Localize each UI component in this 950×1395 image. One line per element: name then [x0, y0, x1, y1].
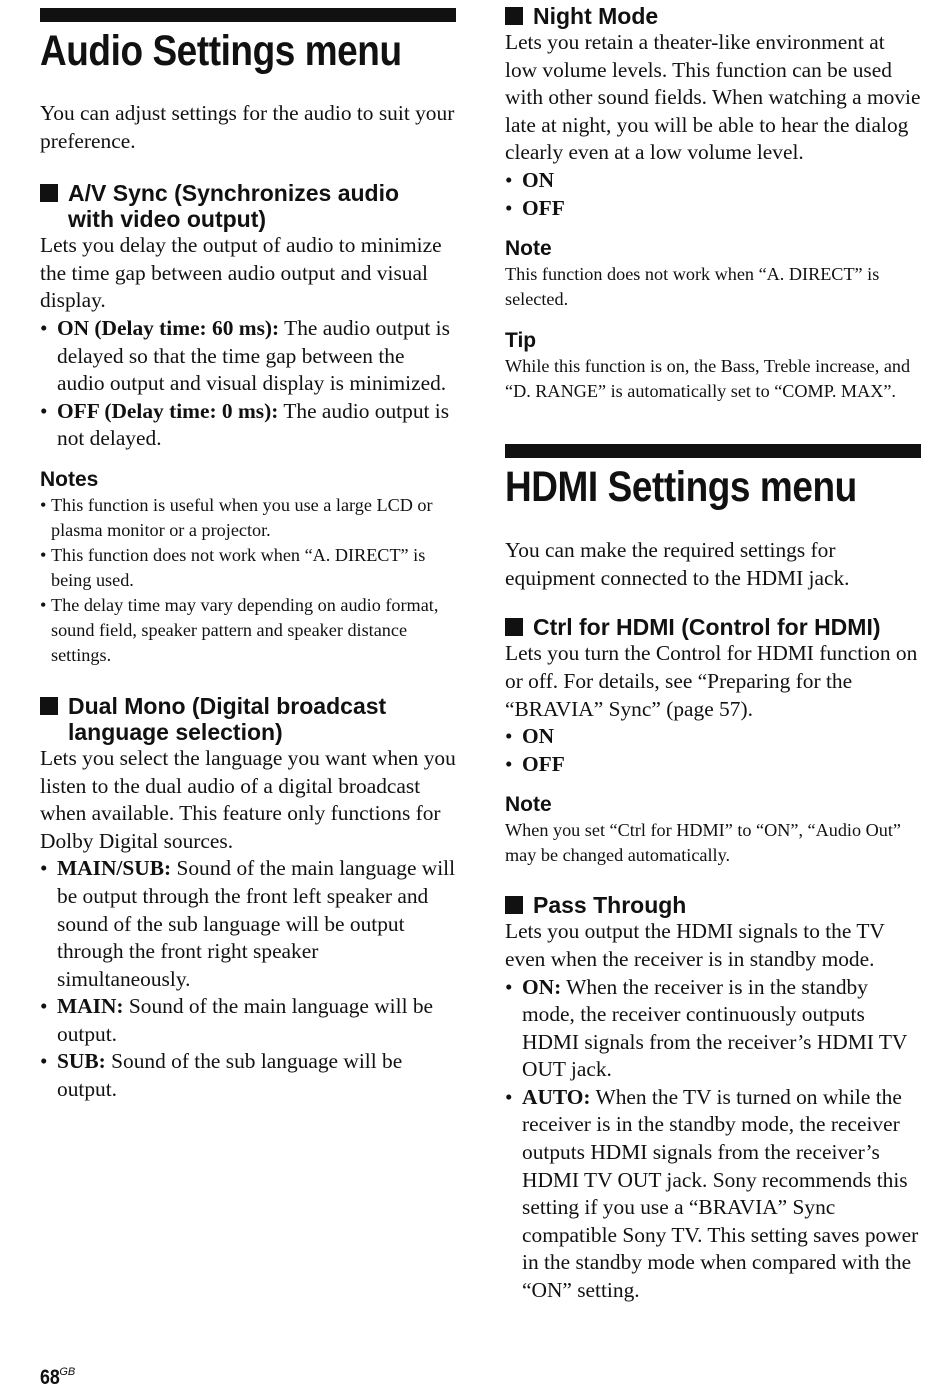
- square-bullet-icon: [40, 184, 58, 202]
- list-item: [505, 1084, 921, 1305]
- night-mode-description: Lets you retain a theater-like environment at low volume levels. This function can be used with other sound fields. When watching a movie late at night, you will be able to hear the dialog clearly even at a low volume level.: [505, 30, 921, 165]
- ctrl-hdmi-note-heading: Note: [505, 793, 552, 817]
- ctrl-hdmi-description: Lets you turn the Control for HDMI function on or off. For details, see “Preparing for the “BRAVIA” Sync” (page 57).: [505, 641, 918, 721]
- ctrl-hdmi-heading: Ctrl for HDMI (Control for HDMI): [505, 614, 921, 640]
- section-rule: [40, 8, 456, 22]
- list-item: • This function is useful when you use a large LCD or plasma monitor or a projector.: [40, 494, 433, 540]
- list-item: • OFF: [505, 195, 921, 223]
- pass-through-heading: Pass Through: [505, 892, 921, 918]
- pass-through-description: Lets you output the HDMI signals to the TV even when the receiver is in standby mode.: [505, 919, 885, 971]
- audio-settings-title: Audio Settings menu: [40, 27, 402, 75]
- option-term: ON (Delay time: 60 ms):: [57, 315, 280, 340]
- option-term: AUTO:: [522, 1084, 591, 1109]
- square-bullet-icon: [40, 697, 58, 715]
- option-text: When the receiver is in the standby mode, the receiver continuously outputs HDMI signals from the receiver’s HDMI TV OUT jack.: [522, 974, 907, 1082]
- right-column: [505, 0, 921, 1305]
- list-item: [40, 398, 456, 453]
- page-footer: [40, 1366, 75, 1390]
- option-term: SUB:: [57, 1049, 106, 1074]
- list-item: [505, 974, 921, 1084]
- list-item: • This function does not work when “A. DIRECT” is being used.: [40, 544, 426, 590]
- dual-mono-heading-line2: language selection): [68, 718, 283, 745]
- dual-mono-options: [40, 855, 456, 1103]
- dual-mono-heading: [40, 693, 456, 745]
- hdmi-intro: You can make the required settings for equipment connected to the HDMI jack.: [505, 538, 850, 590]
- option-text: The audio output is not delayed.: [57, 398, 450, 451]
- option-text: Sound of the main language will be output.: [57, 994, 434, 1046]
- dual-mono-heading-line1: Dual Mono (Digital broadcast: [68, 692, 387, 719]
- night-mode-heading: Night Mode: [505, 3, 921, 29]
- bullet-icon: •: [505, 1084, 513, 1109]
- bullet-icon: •: [505, 195, 513, 220]
- night-mode-options: [505, 167, 921, 222]
- audio-intro: You can adjust settings for the audio to suit your preference.: [40, 101, 455, 153]
- list-item: • The delay time may vary depending on audio format, sound field, speaker pattern and speaker distance settings.: [40, 594, 439, 665]
- pass-through-options: [505, 974, 921, 1305]
- list-item: [40, 1048, 456, 1103]
- square-bullet-icon: [505, 896, 523, 914]
- av-sync-description: Lets you delay the output of audio to minimize the time gap between audio output and visual display.: [40, 233, 442, 313]
- bullet-icon: •: [40, 315, 48, 340]
- notes-list: [40, 493, 456, 668]
- bullet-icon: •: [40, 544, 47, 565]
- bullet-icon: •: [505, 974, 513, 999]
- av-sync-heading: [40, 180, 456, 232]
- av-sync-heading-line1: A/V Sync (Synchronizes audio: [68, 180, 400, 207]
- option-term: MAIN/SUB:: [57, 856, 172, 881]
- hdmi-settings-title: HDMI Settings menu: [505, 463, 857, 512]
- option-term: MAIN:: [57, 994, 124, 1019]
- option-term: OFF (Delay time: 0 ms):: [57, 398, 279, 423]
- page-number: 68: [40, 1366, 60, 1389]
- bullet-icon: •: [505, 724, 513, 749]
- option-text: When the TV is turned on while the receiver is in the standby mode, the receiver outputs HDMI signals from the receiver’s HDMI TV OUT jack. Sony recommends this setting if you use a “BRAVIA” Sync compatible Sony TV. This setting saves power in the standby mode when compared with the “ON” setting.: [522, 1084, 919, 1303]
- bullet-icon: •: [505, 167, 513, 192]
- night-mode-tip-heading: Tip: [505, 329, 537, 353]
- option-text: The audio output is delayed so that the time gap between the audio output and visual display is minimized.: [57, 315, 450, 396]
- bullet-icon: •: [40, 1049, 48, 1074]
- list-item: • OFF: [505, 751, 921, 779]
- region-code: GB: [59, 1366, 76, 1378]
- option-term: ON:: [522, 974, 562, 999]
- night-mode-tip-text: While this function is on, the Bass, Treble increase, and “D. RANGE” is automatically set to “COMP. MAX”.: [505, 356, 911, 402]
- square-bullet-icon: [505, 7, 523, 25]
- bullet-icon: •: [40, 856, 48, 881]
- list-item: [40, 993, 456, 1048]
- ctrl-hdmi-options: [505, 723, 921, 778]
- av-sync-heading-line2: with video output): [68, 206, 267, 233]
- av-sync-options: [40, 315, 456, 453]
- option-text: Sound of the sub language will be output.: [57, 1049, 403, 1102]
- night-mode-note-text: This function does not work when “A. DIRECT” is selected.: [505, 264, 880, 310]
- bullet-icon: •: [505, 751, 513, 776]
- list-item: • ON: [505, 167, 921, 195]
- section-rule: [505, 444, 921, 458]
- bullet-icon: •: [40, 398, 48, 423]
- list-item: [40, 855, 456, 993]
- night-mode-note-heading: Note: [505, 237, 552, 261]
- bullet-icon: •: [40, 994, 48, 1019]
- square-bullet-icon: [505, 618, 523, 636]
- dual-mono-description: Lets you select the language you want when you listen to the dual audio of a digital broadcast when available. This feature only functions for Dolby Digital sources.: [40, 745, 456, 853]
- bullet-icon: •: [40, 594, 47, 615]
- option-text: Sound of the main language will be output through the front left speaker and sound of the sub language will be output through the front right speaker simultaneously.: [57, 856, 456, 991]
- bullet-icon: •: [40, 494, 47, 515]
- notes-heading: Notes: [40, 467, 99, 491]
- list-item: • ON: [505, 723, 921, 751]
- list-item: [40, 315, 456, 398]
- ctrl-hdmi-note-text: When you set “Ctrl for HDMI” to “ON”, “Audio Out” may be changed automatically.: [505, 820, 901, 866]
- left-column: [40, 0, 456, 1104]
